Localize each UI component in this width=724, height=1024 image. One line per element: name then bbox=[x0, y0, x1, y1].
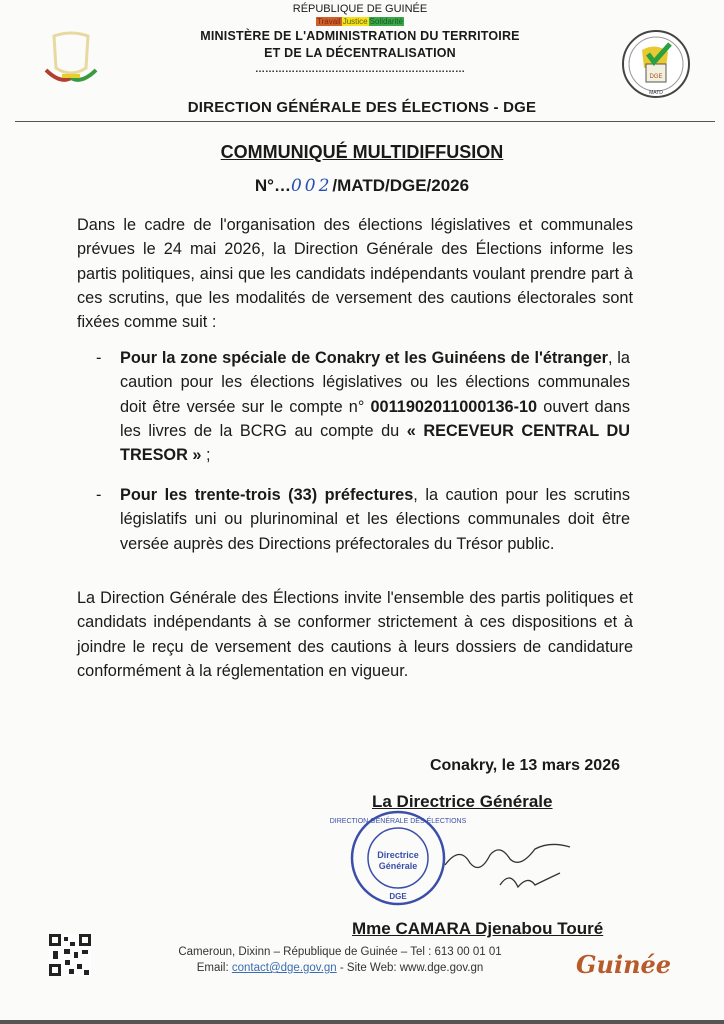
svg-text:DGE: DGE bbox=[649, 74, 663, 80]
svg-text:DIRECTION GÉNÉRALE DES ÉLECTIO: DIRECTION GÉNÉRALE DES ÉLECTIONS bbox=[329, 818, 467, 825]
bullet-prefectures: - Pour les trente-trois (33) préfectures, la caution pour les scrutins législatifs uni ou plurinominal et les élections communales doit être versée auprès des Directions préfectorales du Trésor public. bbox=[96, 486, 630, 553]
svg-text:DGE: DGE bbox=[389, 892, 407, 901]
official-stamp bbox=[329, 808, 467, 908]
email-link[interactable]: contact@dge.gov.gn bbox=[231, 962, 337, 974]
svg-text:Directrice: Directrice bbox=[377, 850, 419, 860]
qr-code bbox=[49, 934, 91, 976]
website-text: - Site Web: www.dge.gov.gn bbox=[336, 962, 484, 974]
closing-paragraph: La Direction Générale des Élections invite l'ensemble des partis politiques et candidats indépendants à se conformer strictement à ces dispositions et à joindre le reçu de versement des cautions à leurs dossiers de candidature conformément à la réglementation en vigueur. bbox=[77, 589, 633, 680]
place-date: Conakry, le 13 mars 2026 bbox=[429, 757, 620, 774]
republic-name: RÉPUBLIQUE DE GUINÉE bbox=[292, 3, 428, 15]
direction-name: DIRECTION GÉNÉRALE DES ÉLECTIONS - DGE bbox=[187, 99, 537, 116]
handwritten-signature bbox=[440, 825, 580, 905]
signatory-name: Mme CAMARA Djenabou Touré bbox=[352, 919, 604, 938]
guinee-brand-logo: Guinée bbox=[576, 950, 672, 979]
intro-paragraph: Dans le cadre de l'organisation des élections législatives et communales prévues le 24 mai 2026, la Direction Générale des Élections informe les partis politiques, ainsi que les candidats indépendants voulant prendre part à ces scrutins, que les modalités de versement des cautions électorales sont fixées comme suit : bbox=[77, 216, 633, 332]
header-divider bbox=[15, 121, 715, 122]
document-number: N°…002/MATD/DGE/2026 bbox=[254, 176, 470, 196]
svg-text:MATD: MATD bbox=[649, 90, 663, 96]
page-bottom-edge bbox=[0, 1020, 724, 1024]
coat-of-arms-logo bbox=[40, 28, 102, 90]
footer-address: Cameroun, Dixinn – République de Guinée – Tel : 613 00 01 01 bbox=[178, 946, 502, 958]
document-title: COMMUNIQUÉ MULTIDIFFUSION bbox=[220, 142, 504, 162]
national-motto: Travail Justice Solidarité bbox=[317, 17, 403, 26]
ministry-name-line2: ET DE LA DÉCENTRALISATION bbox=[264, 46, 456, 60]
ministry-name-line1: MINISTÈRE DE L'ADMINISTRATION DU TERRITOIRE bbox=[200, 29, 520, 43]
bullet-conakry: - Pour la zone spéciale de Conakry et les Guinéens de l'étranger, la caution pour les élections législatives ou les élections communales doit être versée sur le compte n° 0011902011000136-10 ouvert dans les livres de la BCRG au compte du « RECEVEUR CENTRAL DU TRESOR » ; bbox=[96, 349, 630, 465]
dge-logo bbox=[620, 28, 692, 100]
signatory-title: La Directrice Générale bbox=[372, 792, 553, 811]
separator-dots: ……………………………………………………… bbox=[255, 64, 465, 75]
svg-text:Générale: Générale bbox=[378, 861, 418, 871]
footer-contact: Cameroun, Dixinn – République de Guinée – Tel : 613 00 01 01 Email: contact@dge.gov.gn - Site Web: www.dge.gov.gn bbox=[140, 944, 540, 976]
